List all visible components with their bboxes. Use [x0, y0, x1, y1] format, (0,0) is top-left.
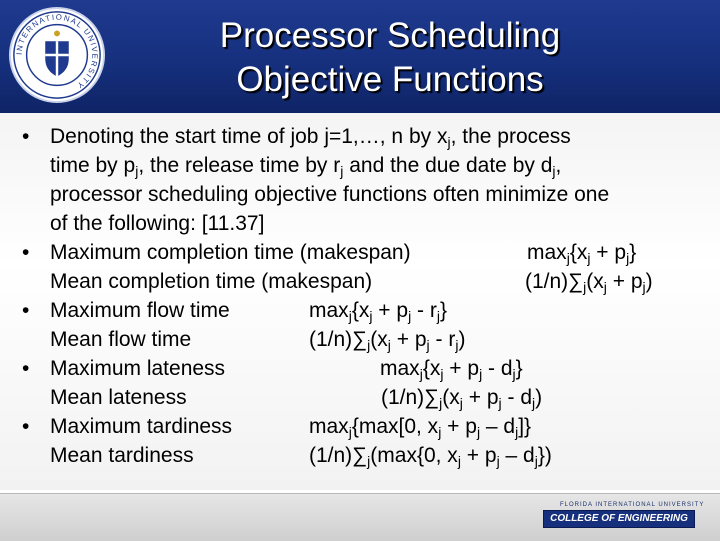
svg-text:INTERNATIONAL UNIVERSITY: INTERNATIONAL UNIVERSITY: [14, 12, 100, 91]
max-lateness-label: Maximum lateness: [50, 357, 226, 380]
max-completion-formula: $\max_j\{x_j + p_j\}$: [527, 241, 637, 266]
max-completion-label: Maximum completion time (makespan): [50, 241, 411, 264]
mean-completion-formula: $(1/n)\sum_j(x_j + p_j)$: [525, 270, 653, 295]
mean-lateness-label: Mean lateness: [50, 386, 187, 409]
max-lateness-formula: $\max_j\{x_j + p_j - d_j\}$: [380, 357, 523, 382]
footer-university-text: FLORIDA INTERNATIONAL UNIVERSITY: [560, 502, 705, 508]
college-of-engineering-logo: COLLEGE OF ENGINEERING: [543, 510, 695, 528]
slide-title-line-2: Objective Functions: [236, 60, 544, 99]
bullet-3-marker: •: [22, 299, 30, 322]
mean-flow-formula: $(1/n)\sum_j(x_j + p_j - r_j)$: [309, 328, 466, 353]
slide-title-line-1: Processor Scheduling: [219, 16, 561, 55]
bullet-1-line-2: time by $p_j$, the release time by $r_j$ and the due date by $d_j$,: [50, 154, 562, 179]
max-tardiness-formula: $\max_j\{\max[0$, $x_j + p_j - d_j$]}: [309, 415, 532, 440]
slide-title: [110, 14, 670, 102]
mean-tardiness-formula: $(1/n)\sum_j(\max\{0$, $x_j + p_j - d_j$}): [309, 444, 552, 469]
mean-lateness-formula: $(1/n)\sum_j(x_j + p_j - d_j)$: [381, 386, 543, 411]
bullet-1-line-1: Denoting the start time of job j=1,…, n by $x_j$, the process: [50, 125, 571, 150]
bullet-1-line-3: processor scheduling objective functions often minimize one: [50, 183, 610, 206]
max-flow-formula: $\max_j\{x_j + p_j - r_j\}$: [309, 299, 447, 324]
max-tardiness-label: Maximum tardiness: [50, 415, 233, 438]
bullet-4-marker: •: [22, 357, 30, 380]
university-seal-logo: [8, 6, 106, 104]
bullet-1-line-4: of the following: [11.37]: [50, 212, 265, 235]
mean-flow-label: Mean flow time: [50, 328, 192, 351]
mean-tardiness-label: Mean tardiness: [50, 444, 194, 467]
mean-completion-label: Mean completion time (makespan): [50, 270, 373, 293]
bullet-5-marker: •: [22, 415, 30, 438]
bullet-2-marker: •: [22, 241, 30, 264]
title-bar: [0, 0, 720, 115]
bullet-1-marker: •: [22, 125, 30, 148]
max-flow-label: Maximum flow time: [50, 299, 230, 322]
